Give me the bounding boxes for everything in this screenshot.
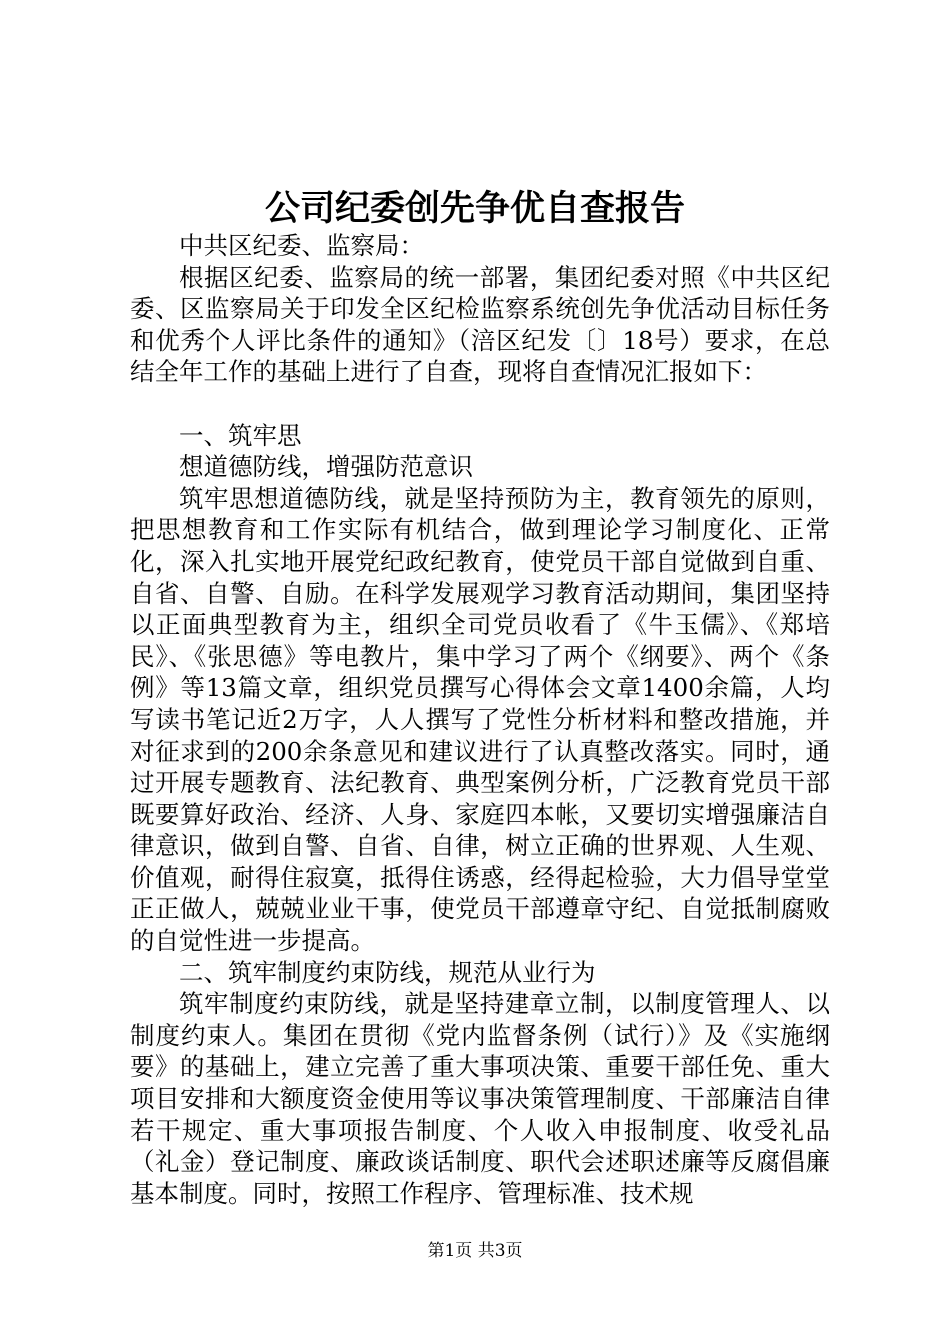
section2-heading: 二、筑牢制度约束防线，规范从业行为 [179, 957, 596, 987]
section1-paragraph: 筑牢思想道德防线，就是坚持预防为主，教育领先的原则，把思想教育和工作实际有机结合，做到理论学习制度化、正常化，深入扎实地开展党纪政纪教育，使党员干部自觉做到自重、自省、自警、自励。在科学发展观学习教育活动期间，集团坚持以正面典型教育为主，组织全司党员收看了《牛玉儒》、《郑培民》、《张思德》等电教片，集中学习了两个《纲要》、两个《条例》等13篇文章，组织党员撰写心得体会文章1400余篇，人均写读书笔记近2万字，人人撰写了党性分析材料和整改措施，并对征求到的200余条意见和建议进行了认真整改落实。同时，通过开展专题教育、法纪教育、典型案例分析，广泛教育党员干部既要算好政治、经济、人身、家庭四本帐，又要切实增强廉洁自律意识，做到自警、自省、自律，树立正确的世界观、人生观、价值观，耐得住寂寞，抵得住诱惑，经得起检验，大力倡导堂堂正正做人，兢兢业业干事，使党员干部遵章守纪、自觉抵制腐败的自觉性进一步提高。 [130, 483, 830, 956]
document-body [130, 230, 830, 1209]
intro-paragraph: 根据区纪委、监察局的统一部署，集团纪委对照《中共区纪委、区监察局关于印发全区纪检监察系统创先争优活动目标任务和优秀个人评比条件的通知》（涪区纪发〔〕18号）要求，在总结全年工作的基础上进行了自查，现将自查情况汇报如下： [130, 262, 830, 387]
section1-heading-part2: 想道德防线，增强防范意识 [179, 452, 473, 482]
section1-heading-part1: 一、筑牢思 [179, 420, 302, 450]
page-footer: 第1页 共3页 [427, 1241, 523, 1261]
section2-paragraph: 筑牢制度约束防线，就是坚持建章立制，以制度管理人、以制度约束人。集团在贯彻《党内监督条例（试行）》及《实施纲要》的基础上，建立完善了重大事项决策、重要干部任免、重大项目安排和大额度资金使用等议事决策管理制度、干部廉洁自律若干规定、重大事项报告制度、个人收入申报制度、收受礼品（礼金）登记制度、廉政谈话制度、职代会述职述廉等反腐倡廉基本制度。同时，按照工作程序、管理标准、技术规 [130, 989, 830, 1208]
salutation: 中共区纪委、监察局： [179, 231, 424, 260]
document-title: 公司纪委创先争优自查报告 [264, 188, 685, 229]
